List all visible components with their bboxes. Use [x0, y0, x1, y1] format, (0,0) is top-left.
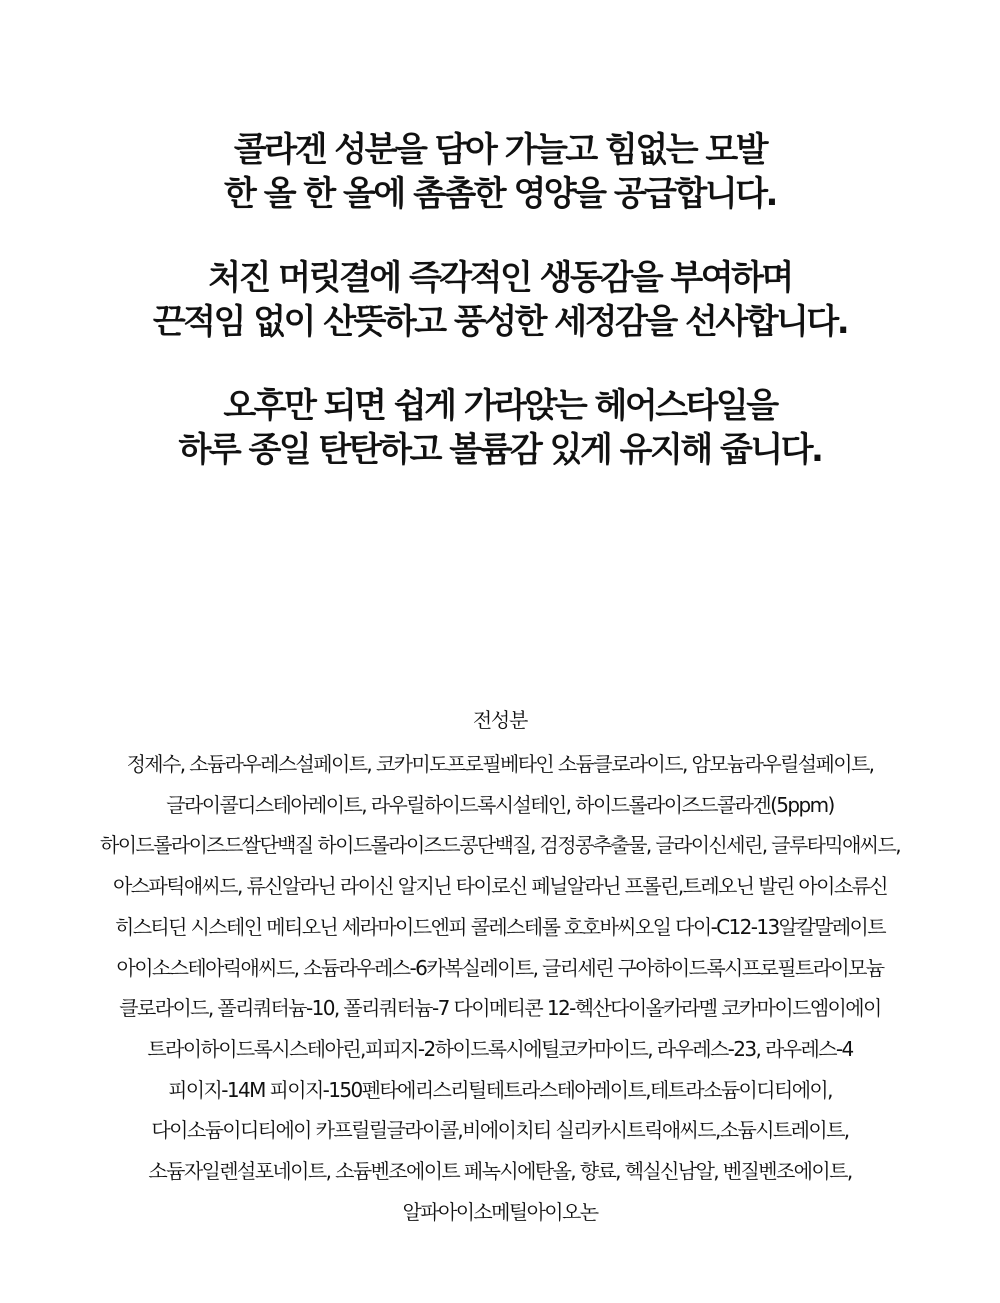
ingredients-title: 전성분 [472, 708, 528, 732]
intro-line: 처진 머릿결에 즉각적인 생동감을 부여하며 [208, 258, 792, 298]
ingredients-line: 글라이콜디스테아레이트, 라우릴하이드록시설테인, 하이드롤라이즈드콜라겐(5ppm) [166, 792, 834, 817]
ingredients-line: 피이지-14M 피이지-150펜타에리스리틸테트라스테아레이트,테트라소듐이디티에이, [168, 1077, 832, 1102]
ingredients-section [0, 700, 1000, 1232]
intro-line: 한 올 한 올에 촘촘한 영양을 공급합니다. [224, 174, 776, 214]
intro-paragraph [0, 384, 1000, 472]
intro-line: 오후만 되면 쉽게 가라앉는 헤어스타일을 [223, 386, 777, 426]
ingredients-line: 히스티딘 시스테인 메티오닌 세라마이드엔피 콜레스테롤 호호바씨오일 다이-C12-13알칼말레이트 [114, 914, 885, 939]
ingredients-line: 소듐자일렌설포네이트, 소듐벤조에이트 페녹시에탄올, 향료, 헥실신남알, 벤질벤조에이트, [148, 1159, 852, 1184]
ingredients-line: 하이드롤라이즈드쌀단백질 하이드롤라이즈드콩단백질, 검정콩추출물, 글라이신세린, 글루타믹애씨드, [99, 833, 901, 858]
intro-line: 끈적임 없이 산뜻하고 풍성한 세정감을 선사합니다. [152, 302, 848, 342]
intro-line: 콜라겐 성분을 담아 가늘고 힘없는 모발 [233, 130, 767, 170]
ingredients-line: 클로라이드, 폴리쿼터늄-10, 폴리쿼터늄-7 다이메티콘 12-헥산다이올카라멜 코카마이드엠이에이 [119, 996, 881, 1021]
ingredients-line: 알파아이소메틸아이오논 [402, 1199, 598, 1224]
ingredients-line: 아이소스테아릭애씨드, 소듐라우레스-6카복실레이트, 글리세린 구아하이드록시프로필트라이모늄 [116, 955, 884, 980]
ingredients-line: 트라이하이드록시스테아린,피피지-2하이드록시에틸코카마이드, 라우레스-23, 라우레스-4 [147, 1036, 853, 1061]
intro-copy [0, 128, 1000, 512]
intro-line: 하루 종일 탄탄하고 볼륨감 있게 유지해 줍니다. [178, 430, 822, 470]
intro-paragraph [0, 128, 1000, 216]
ingredients-line: 다이소듐이디티에이 카프릴릴글라이콜,비에이치티 실리카시트릭애씨드,소듐시트레이트, [151, 1118, 849, 1143]
ingredients-line: 아스파틱애씨드, 류신알라닌 라이신 알지닌 타이로신 페닐알라닌 프롤린,트레오닌 발린 아이소류신 [112, 874, 888, 899]
intro-paragraph [0, 256, 1000, 344]
ingredients-line: 정제수, 소듐라우레스설페이트, 코카미도프로필베타인 소듐클로라이드, 암모늄라우릴설페이트, [126, 752, 874, 776]
